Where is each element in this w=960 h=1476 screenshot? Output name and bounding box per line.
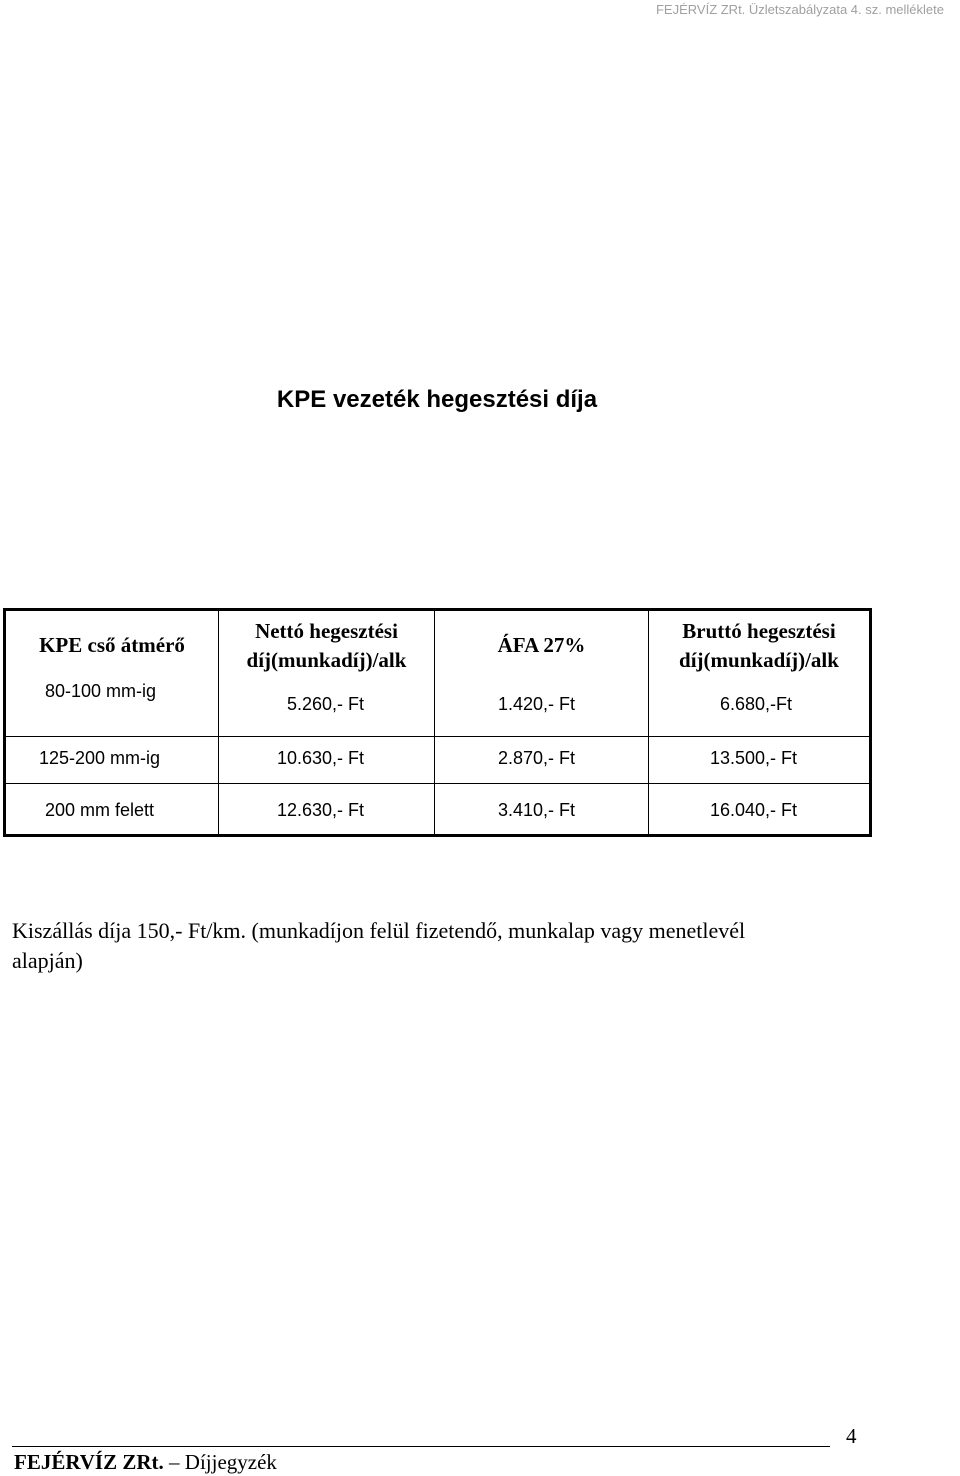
footer-doc: Díjjegyzék (184, 1450, 277, 1474)
footer-separator: – (163, 1450, 185, 1474)
row-divider (6, 736, 869, 737)
header-vat: ÁFA 27% (497, 633, 586, 657)
header-net-line1: Nettó hegesztési (255, 619, 398, 643)
header-net (219, 617, 434, 675)
page-number: 4 (846, 1424, 857, 1448)
header-gross-line2: díj(munkadíj)/alk (679, 648, 839, 672)
row1-net: 5.260,- Ft (287, 694, 365, 714)
footer-company: FEJÉRVÍZ ZRt. (14, 1450, 164, 1474)
row2-diameter: 125-200 mm-ig (39, 748, 161, 768)
row3-vat: 3.410,- Ft (498, 800, 576, 820)
footer-rule (12, 1446, 830, 1447)
row3-gross: 16.040,- Ft (710, 800, 798, 820)
row3-diameter: 200 mm felett (45, 800, 155, 820)
travel-fee-note: Kiszállás díja 150,- Ft/km. (munkadíjon felül fizetendő, munkalap vagy menetlevél alapján) (12, 918, 746, 973)
page-title: KPE vezeték hegesztési díja (276, 386, 598, 413)
row1-vat: 1.420,- Ft (498, 694, 576, 714)
header-gross-line1: Bruttó hegesztési (682, 619, 836, 643)
row1-diameter: 80-100 mm-ig (45, 681, 157, 701)
row2-vat: 2.870,- Ft (498, 748, 576, 768)
header-gross (649, 617, 869, 675)
header-net-line2: díj(munkadíj)/alk (246, 648, 407, 672)
header-note: FEJÉRVÍZ ZRt. Üzletszabályzata 4. sz. melléklete (655, 2, 944, 17)
footer (14, 1450, 277, 1475)
row3-net: 12.630,- Ft (277, 800, 365, 820)
row1-gross: 6.680,-Ft (720, 694, 793, 714)
row2-net: 10.630,- Ft (277, 748, 365, 768)
price-table (3, 608, 872, 837)
row2-gross: 13.500,- Ft (710, 748, 798, 768)
header-diameter: KPE cső átmérő (39, 633, 185, 657)
row-divider (6, 783, 869, 784)
